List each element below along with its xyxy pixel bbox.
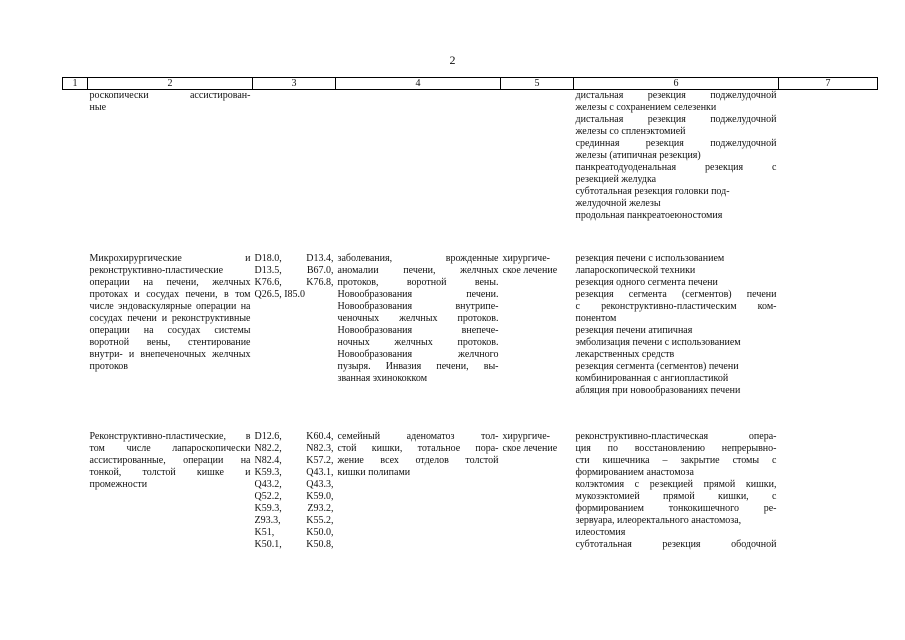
methods-line: железы (атипичная резекция) [575,150,701,161]
methods-line: дистальная резекция поджелудочной [575,90,777,101]
icd-code: K51, [254,526,275,538]
intervention-name: Микрохирургические и реконструктивно-пластические операции на печени, желчных протоках и сосудах печени, в том числе эндоваскулярные операции на сосудах печени и реконструктивные операции на сосудах системы воротной вены, стентирование внутри- и внепеченочных желчных протоков [89,252,251,372]
icd-code: Q43.1, [306,466,334,478]
treatment-line: хирургиче- [502,252,550,264]
condition-description [336,431,501,551]
condition-description [336,253,501,431]
methods-line: резекция печени с использованием [575,252,725,264]
table-row [63,90,878,253]
methods-line: илеостомия [575,526,626,538]
row-number-cell [63,90,88,253]
condition-line: ночных желчных протоков. [337,336,499,348]
icd-code: N82.3, [306,442,334,454]
icd-code: Q52.2, [254,490,282,502]
icd-code: D18.0, [254,252,282,264]
methods-line: зервуара, илеоректального анастомоза, [575,514,742,526]
condition-line: жение всех отделов толстой [337,454,499,466]
icd-code: N82.4, [254,454,282,466]
icd-code: K60.4, [306,430,334,442]
column-header: 1 [63,78,88,90]
icd-code: D12.6, [254,430,282,442]
condition-line: Новообразования внепече- [337,324,499,336]
methods-line: панкреатодуоденальная резекция с [575,162,777,173]
methods-line: дистальная резекция поджелудочной [575,114,777,125]
treatment-methods [574,431,779,551]
methods-line: субтотальная резекция головки под- [575,186,730,197]
column-header: 3 [253,78,336,90]
methods-line: ция по восстановлению непрерывно- [575,442,777,454]
icd-codes [253,253,336,431]
treatment-type [501,431,574,551]
methods-line: понентом [575,312,617,324]
condition-line: аномалии печени, желчных [337,264,499,276]
icd-code: K55.2, [306,514,334,526]
column-header: 5 [501,78,574,90]
methods-line: комбинированная с ангиопластикой [575,372,729,384]
methods-line: резекцией желудка [575,174,657,185]
treatment-line: ское лечение [502,264,558,276]
methods-line: продольная панкреатоеюностомия [575,210,723,221]
condition-line: Новообразования желчного [337,348,499,360]
icd-code: K59.0, [306,490,334,502]
methods-line: абляция при новообразованиях печени [575,384,741,396]
treatment-line: ское лечение [502,442,558,454]
condition-line: Новообразования внутрипе- [337,300,499,312]
icd-code: B67.0, [306,264,334,276]
page-number: 2 [449,53,456,67]
icd-codes [253,431,336,551]
icd-code: N82.2, [254,442,282,454]
condition-line: званная эхинококком [337,372,428,384]
treatment-methods [574,90,779,253]
icd-code: Q43.2, [254,478,282,490]
methods-line: резекция одного сегмента печени [575,276,718,288]
icd-code: K50.1, [254,538,282,550]
treatment-type [501,90,574,253]
methods-line: желудочной железы [575,198,661,209]
methods-line: лапароскопической техники [575,264,696,276]
methods-line: колэктомия с резекцией прямой кишки, [575,478,777,490]
icd-code: K76.6, [254,276,282,288]
table-row [63,431,878,551]
column-header: 2 [88,78,253,90]
methods-line: резекция печени атипичная [575,324,693,336]
icd-code: Q26.5, I85.0 [254,288,306,300]
methods-line: срединная резекция поджелудочной [575,138,777,149]
icd-code: Q43.3, [306,478,334,490]
table-row [63,253,878,431]
icd-code: K76.8, [306,276,334,288]
methods-line: реконструктивно-пластическая опера- [575,430,777,442]
treatment-methods [574,253,779,431]
condition-line: кишки полипами [337,466,411,478]
icd-code: K50.0, [306,526,334,538]
intervention-name: Реконструктивно-пластические, в том числе лапароскопически ассистированные, операции на тонкой, толстой кишке и промежности [89,430,251,490]
methods-line: с реконструктивно-пластическим ком- [575,300,777,312]
methods-line: эмболизация печени с использованием [575,336,741,348]
methods-line: сти кишечника – закрытие стомы с [575,454,777,466]
condition-line: протоков, воротной вены. [337,276,499,288]
condition-description [336,90,501,253]
column-header: 7 [779,78,878,90]
treatment-line: хирургиче- [502,430,550,442]
empty-cell [779,90,878,253]
condition-line: стой кишки, тотальное пора- [337,442,499,454]
column-header: 6 [574,78,779,90]
methods-line: формированием анастомоза [575,466,694,478]
methods-line: железы со спленэктомией [575,126,686,137]
icd-code: D13.5, [254,264,282,276]
empty-cell [779,253,878,431]
column-header: 4 [336,78,501,90]
methods-line: формированием тонкокишечного ре- [575,502,777,514]
methods-line: лекарственных средств [575,348,675,360]
methods-line: мукозэктомией прямой кишки, с [575,490,777,502]
treatment-type [501,253,574,431]
icd-codes [253,90,336,253]
row-number-cell [63,431,88,551]
intervention-name: роскопически ассистирован- ные [89,90,251,113]
icd-code: K50.8, [306,538,334,550]
condition-line: ченочных желчных протоков. [337,312,499,324]
condition-line: пузыря. Инвазия печени, вы- [337,360,499,372]
methods-line: железы с сохранением селезенки [575,102,717,113]
icd-code: K59.3, [254,502,282,514]
methods-line: резекция сегмента (сегментов) печени [575,288,777,300]
condition-line: семейный аденоматоз тол- [337,430,499,442]
icd-code: D13.4, [306,252,334,264]
icd-code: K59.3, [254,466,282,478]
empty-cell [779,431,878,551]
column-number-row [63,78,878,90]
icd-code: Z93.3, [254,514,281,526]
condition-line: Новообразования печени. [337,288,499,300]
condition-line: заболевания, врожденные [337,252,499,264]
icd-code: Z93.2, [307,502,334,514]
icd-code: K57.2, [306,454,334,466]
methods-line: резекция сегмента (сегментов) печени [575,360,739,372]
row-number-cell [63,253,88,431]
procedures-table [62,77,878,551]
methods-line: субтотальная резекция ободочной [575,538,777,550]
